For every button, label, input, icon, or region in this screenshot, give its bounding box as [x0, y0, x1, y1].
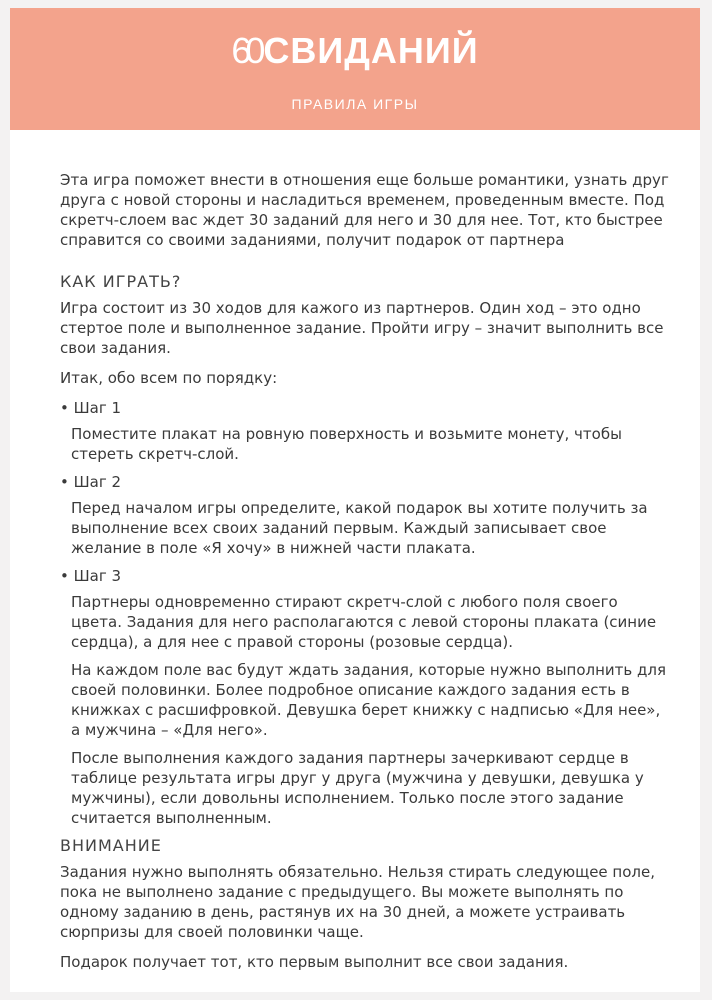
step-2-title: • Шаг 2 — [60, 473, 122, 491]
intro-paragraph: Эта игра поможет внести в отношения еще больше романтики, узнать друг друга с новой стороны и насладиться временем, проведенным вместе. Под скретч-слоем вас ждет 30 заданий для него и 30 для нее. Тот, кто быстрее справится со своими заданиями, получит подарок от партнера — [60, 171, 669, 249]
step-1-text: Поместите плакат на ровную поверхность и возьмите монету, чтобы стереть скретч-слой. — [71, 425, 622, 463]
step-2-text: Перед началом игры определите, какой подарок вы хотите получить за выполнение всех своих заданий первым. Каждый записывает свое желание в поле «Я хочу» в нижней части плаката. — [71, 499, 648, 557]
winner-paragraph: Подарок получает тот, кто первым выполнит все свои задания. — [60, 953, 569, 971]
rules-content — [60, 170, 670, 982]
warning-heading: ВНИМАНИЕ — [60, 836, 162, 855]
order-intro: Итак, обо всем по порядку: — [60, 369, 278, 387]
page-subtitle: ПРАВИЛА ИГРЫ — [291, 96, 419, 112]
step-3-title: • Шаг 3 — [60, 567, 122, 585]
logo-text: СВИДАНИЙ — [263, 30, 479, 71]
step-1-body — [71, 424, 670, 464]
step-3-text-2: На каждом поле вас будут ждать задания, которые нужно выполнить для своей половинки. Более подробное описание каждого задания есть в книжках с расшифровкой. Девушка берет книжку с надписью «Для нее», а мужчина – «Для него». — [71, 661, 667, 739]
logo-number: 60 — [231, 30, 260, 71]
step-1-title: • Шаг 1 — [60, 399, 122, 417]
step-3-body — [71, 592, 670, 828]
step-3-text-1: Партнеры одновременно стирают скретч-слой с любого поля своего цвета. Задания для него располагаются с левой стороны плаката (синие сердца), а для нее с правой стороны (розовые сердца). — [71, 593, 657, 651]
warning-paragraph: Задания нужно выполнять обязательно. Нельзя стирать следующее поле, пока не выполнено задание с предыдущего. Вы можете выполнять по одному заданию в день, растянув их на 30 дней, а можете устраивать сюрпризы для своей половинки чаще. — [60, 863, 655, 941]
rules-page — [10, 130, 700, 992]
header-banner — [10, 8, 700, 130]
step-2-body — [71, 498, 670, 558]
how-to-paragraph: Игра состоит из 30 ходов для кажого из партнеров. Один ход – это одно стертое поле и выполненное задание. Пройти игру – значит выполнить все свои задания. — [60, 299, 664, 357]
how-to-heading: КАК ИГРАТЬ? — [60, 272, 182, 291]
step-3-text-3: После выполнения каждого задания партнеры зачеркивают сердце в таблице результата игры друг у друга (мужчина у девушки, девушка у мужчины), если довольны исполнением. Только после этого задание считается выполненным. — [71, 749, 644, 827]
brand-logo — [10, 30, 700, 72]
